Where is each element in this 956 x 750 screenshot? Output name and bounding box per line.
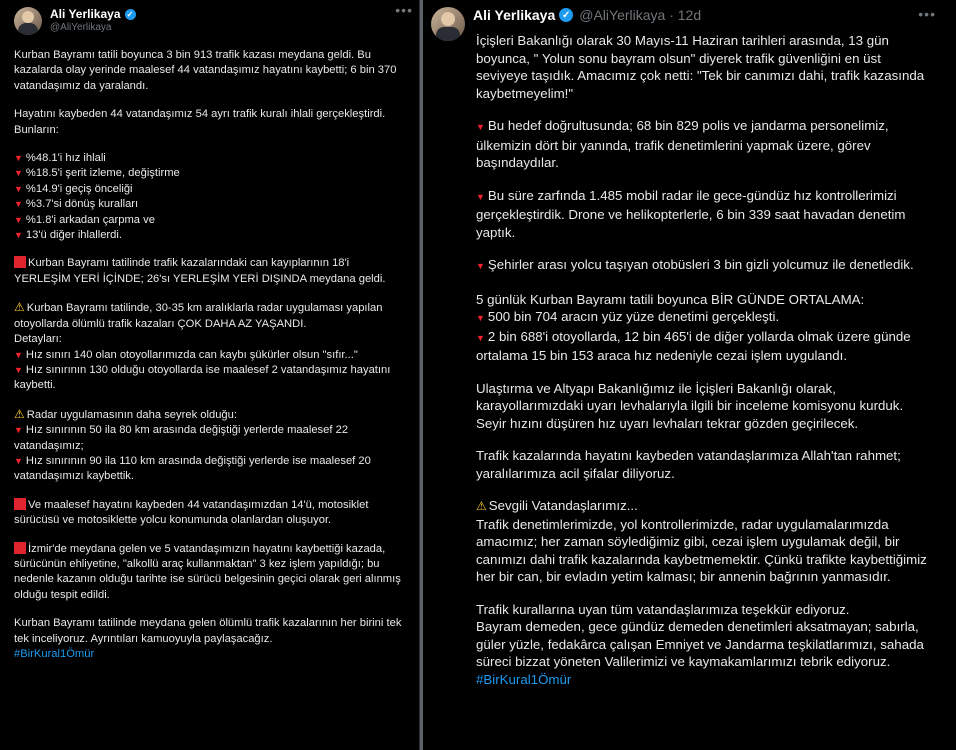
red-triangle-icon: ▼ — [14, 455, 23, 466]
tweet-paragraph: Hayatını kaybeden 44 vatandaşımız 54 ayrı trafik kuralı ihlali gerçekleştirdi. Bunların: — [14, 108, 386, 136]
red-triangle-icon: ▼ — [14, 425, 23, 436]
tweet-paragraph: Kurban Bayramı tatili boyunca 3 bin 913 trafik kazası meydana geldi. Bu kazalarda olay yerinde maalesef 44 vatandaşımız hayatını kaybetti; 6 bin 370 vatandaşımız da yaralandı. — [14, 49, 397, 92]
details-label: Detayları: — [14, 333, 62, 346]
tweet-paragraph — [476, 187, 934, 242]
list-item: %3.7'si dönüş kuralları — [25, 198, 139, 211]
red-triangle-icon: ▼ — [476, 313, 485, 323]
hashtag-link[interactable]: #BirKural1Ömür — [14, 648, 95, 660]
tweet-paragraph: Ulaştırma ve Altyapı Bakanlığımız ile İçişleri Bakanlığı olarak, karayollarımızdaki uyarı levhalarıyla ilgili bir inceleme komisyonu kurduk. Seyir hızını düşüren hız uyarı levhaları tekrar gözden geçirilecek. — [476, 380, 904, 431]
list-item: Hız sınırının 50 ila 80 km arasında değiştiği yerlerde maalesef 22 vatandaşımız; — [14, 424, 349, 452]
verified-badge-icon: ✓ — [125, 9, 136, 20]
tweet-paragraph — [476, 256, 934, 276]
paragraph-text: Bu hedef doğrultusunda; 68 bin 829 polis ve jandarma personelimiz, ülkemizin dört bir yanında, trafik denetimlerini yapmak üzere, görev başındaydılar. — [476, 118, 889, 170]
red-triangle-icon: ▼ — [14, 364, 23, 375]
tweet-paragraph — [476, 601, 934, 689]
tweet-header — [14, 7, 405, 35]
tweet-paragraph — [14, 542, 405, 604]
red-triangle-icon: ▼ — [14, 230, 23, 241]
red-triangle-icon: ▼ — [476, 122, 485, 132]
left-tweet — [0, 0, 420, 750]
paragraph-text: Kurban Bayramı tatilinde trafik kazalarındaki can kayıplarının 18'i YERLEŞİM YERİ İÇİNDE; 26'sı YERLEŞİM YERİ DIŞINDA meydana geldi. — [14, 257, 386, 285]
list-item: %14.9'i geçiş önceliği — [25, 182, 133, 195]
list-item: 2 bin 688'i otoyollarda, 12 bin 465'i de diğer yollarda olmak üzere günde ortalama 15 bin 153 araca hız nedeniyle cezai işlem uygulandı. — [476, 328, 911, 363]
violations-list — [14, 151, 405, 243]
tweet-paragraph — [14, 407, 405, 485]
tweet-paragraph — [14, 256, 405, 287]
red-triangle-icon: ▼ — [14, 183, 23, 194]
list-item: %1.8'i arkadan çarpma ve — [25, 213, 155, 226]
avatar[interactable] — [14, 7, 42, 35]
red-triangle-icon: ▼ — [476, 191, 485, 202]
list-item: 13'ü diğer ihlallerdi. — [25, 229, 122, 242]
paragraph-text: Kurban Bayramı tatilinde, 30-35 km aralıklarla radar uygulaması yapılan otoyollarda ölümlü trafik kazaları ÇOK DAHA AZ YAŞANDI. — [14, 302, 383, 330]
tweet-text — [14, 48, 405, 662]
warning-icon: ⚠ — [14, 300, 25, 315]
paragraph-text: Şehirler arası yolcu taşıyan otobüsleri 3 bin gizli yolcumuz ile denetledik. — [487, 257, 914, 272]
tweet-paragraph — [14, 300, 405, 393]
author-handle[interactable]: @AliYerlikaya — [50, 22, 112, 33]
more-options-icon[interactable]: ••• — [918, 6, 936, 22]
list-item: %48.1'i hız ihlali — [25, 152, 106, 165]
warning-icon: ⚠ — [476, 499, 487, 513]
paragraph-text: Ve maalesef hayatını kaybeden 44 vatandaşımızdan 14'ü, motosiklet sürücüsü ve motosiklette yolcu konumunda olanlardan oluşuyor. — [14, 498, 369, 527]
red-triangle-icon: ▼ — [14, 349, 23, 360]
paragraph-text: 5 günlük Kurban Bayramı tatili boyunca BİR GÜNDE ORTALAMA: — [476, 291, 865, 307]
red-square-icon — [14, 256, 26, 268]
paragraph-text: Trafik kurallarına uyan tüm vatandaşlarımıza teşekkür ediyoruz. — [476, 601, 850, 617]
list-item: 500 bin 704 aracın yüz yüze denetimi gerçekleşti. — [487, 309, 780, 324]
author-name[interactable]: Ali Yerlikaya — [473, 7, 556, 23]
verified-badge-icon: ✓ — [559, 8, 573, 22]
list-item: Hız sınırı 140 olan otoyollarımızda can kaybı şükürler olsun "sıfır..." — [25, 348, 358, 361]
paragraph-text: İzmir'de meydana gelen ve 5 vatandaşımızın hayatını kaybettiği kazada, sürücünün ehliyetine, "alkollü araç kullanmaktan" 3 kez işlem yapıldığı; bu nedenle kazanın olduğu tarihte ise sürücü belgesinin geçici olarak geri alınmış olduğu tespit edildi. — [14, 542, 401, 601]
hashtag-link[interactable]: #BirKural1Ömür — [476, 671, 572, 687]
paragraph-text: Bu süre zarfında 1.485 mobil radar ile gece-gündüz hız kontrollerimizi gerçekleştirdik. Drone ve helikopterlerle, 6 bin 339 saat havadan denetim yaptık. — [476, 187, 906, 240]
red-triangle-icon: ▼ — [14, 168, 23, 179]
tweet-paragraph: İçişleri Bakanlığı olarak 30 Mayıs-11 Haziran tarihleri arasında, 13 gün boyunca, " Yolun sonu bayram olsun" diyerek trafik güvenliğini en üst seviyeye taşıdık. Amacımız çok netti: "Tek bir canımızı dahi, trafik kazasında kaybetmeyelim!" — [476, 33, 925, 101]
red-triangle-icon: ▼ — [14, 214, 23, 225]
warning-icon: ⚠ — [14, 406, 25, 421]
right-tweet — [423, 0, 956, 750]
red-triangle-icon: ▼ — [14, 153, 23, 164]
red-square-icon — [14, 498, 26, 510]
list-item: Hız sınırının 90 ila 110 km arasında değiştiği yerlerde ise maalesef 20 vatandaşımızı kaybettik. — [14, 454, 371, 483]
tweet-paragraph — [476, 497, 934, 586]
tweet-paragraph — [14, 616, 405, 662]
paragraph-text: Radar uygulamasının daha seyrek olduğu: — [26, 408, 237, 421]
red-triangle-icon: ▼ — [14, 199, 23, 210]
avatar[interactable] — [431, 7, 465, 41]
red-triangle-icon: ▼ — [476, 261, 485, 271]
tweet-paragraph — [476, 117, 934, 172]
tweet-paragraph — [14, 498, 405, 529]
tweet-text — [431, 32, 934, 688]
more-options-icon[interactable]: ••• — [395, 2, 413, 18]
list-item: %18.5'i şerit izleme, değiştirme — [25, 167, 180, 180]
paragraph-text: Kurban Bayramı tatilinde meydana gelen ölümlü trafik kazalarının her birini tek tek inceliyoruz. Ayrıntıları kamuoyuyla paylaşacağız. — [14, 617, 402, 645]
tweet-paragraph: Trafik kazalarında hayatını kaybeden vatandaşlarımıza Allah'tan rahmet; yaralılarımıza acil şifalar diliyoruz. — [476, 448, 901, 481]
list-item: Hız sınırının 130 olduğu otoyollarda ise maalesef 2 vatandaşımız hayatını kaybetti. — [14, 363, 391, 392]
tweet-paragraph — [476, 291, 934, 365]
author-name[interactable]: Ali Yerlikaya — [50, 7, 121, 21]
red-square-icon — [14, 542, 26, 554]
red-triangle-icon: ▼ — [476, 332, 485, 343]
paragraph-text: Trafik denetimlerimizde, yol kontrollerimizde, radar uygulamalarımızda amacımız; her zaman söylediğimiz gibi, cezai işlem uygulamak değil, bir canımızı dahi trafik kazalarında kaybetmemektir. Çünkü trafikte kaybettiğimiz her bir can, bir evladın yetim kalması; bir annenin bağrının yanmasıdır. — [476, 516, 927, 584]
paragraph-text: Bayram demeden, gece gündüz demeden denetimleri aksatmayan; sabırla, güler yüzle, fedakârca çalışan Emniyet ve Jandarma teşkilatlarımızı, sahada süreci bizzat yöneten Valilerimizi ve kaymakamlarımızı tebrik ediyoruz. — [476, 619, 924, 669]
paragraph-text: Sevgili Vatandaşlarımız... — [488, 498, 638, 513]
author-handle[interactable]: @AliYerlikaya · 12d — [579, 7, 702, 23]
